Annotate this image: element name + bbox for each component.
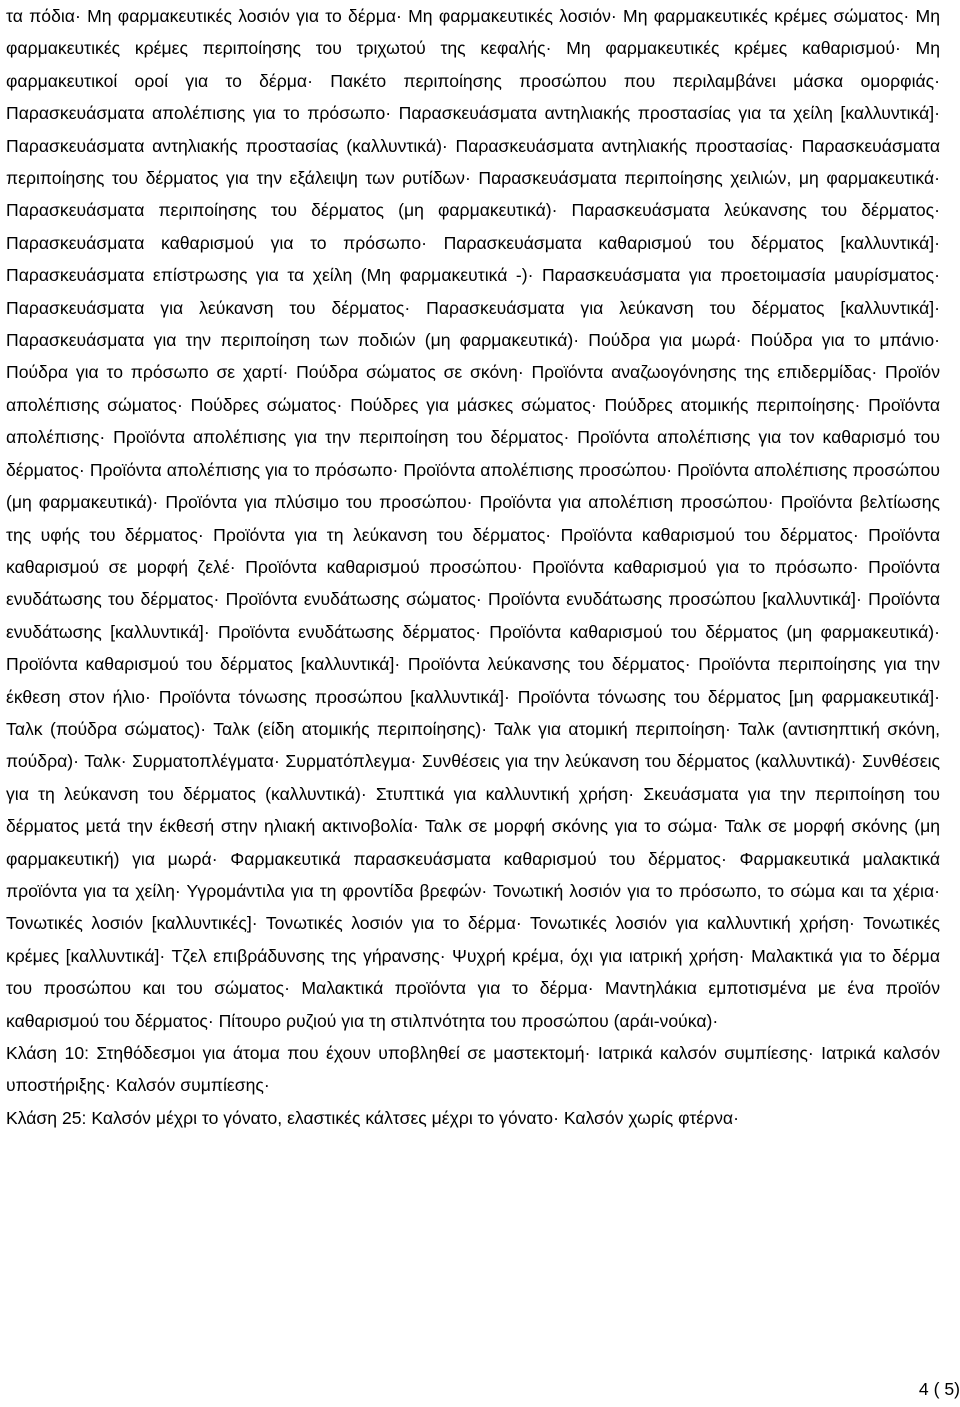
class-10-paragraph: Κλάση 10: Στηθόδεσμοι για άτομα που έχουν υποβληθεί σε μαστεκτομή· Ιατρικά καλσόν συμπίεσης· Ιατρικά καλσόν υποστήριξης· Καλσόν συμπίεσης· [6, 1043, 940, 1096]
class-25-paragraph: Κλάση 25: Καλσόν μέχρι το γόνατο, ελαστικές κάλτσες μέχρι το γόνατο· Καλσόν χωρίς φτέρνα· [6, 1107, 739, 1128]
goods-list-paragraph: τα πόδια· Μη φαρμακευτικές λοσιόν για το δέρμα· Μη φαρμακευτικές λοσιόν· Μη φαρμακευτικές κρέμες σώματος· Μη φαρμακευτικές κρέμες περιποίησης του τριχωτού της κεφαλής· Μη φαρμακευτικές κρέμες καθαρισμού· Μη φαρμακευτικοί οροί για το δέρμα· Πακέτο περιποίησης προσώπου που περιλαμβάνει μάσκα ομορφιάς· Παρασκευάσματα απολέπισης για το πρόσωπο· Παρασκευάσματα αντηλιακής προστασίας για τα χείλη [καλλυντικά]· Παρασκευάσματα αντηλιακής προστασίας (καλλυντικά)· Παρασκευάσματα αντηλιακής προστασίας· Παρασκευάσματα περιποίησης του δέρματος για την εξάλειψη των ρυτίδων· Παρασκευάσματα περιποίησης χειλιών, μη φαρμακευτικά· Παρασκευάσματα περιποίησης του δέρματος (μη φαρμακευτικά)· Παρασκευάσματα λεύκανσης του δέρματος· Παρασκευάσματα καθαρισμού για το πρόσωπο· Παρασκευάσματα καθαρισμού του δέρματος [καλλυντικά]· Παρασκευάσματα επίστρωσης για τα χείλη (Μη φαρμακευτικά -)· Παρασκευάσματα για προετοιμασία μαυρίσματος· Παρασκευάσματα για λεύκανση του δέρματος· Παρασκευάσματα για λεύκανση του δέρματος [καλλυντικά]· Παρασκευάσματα για την περιποίηση των ποδιών (μη φαρμακευτικά)· Πούδρα για μωρά· Πούδρα για το μπάνιο· Πούδρα για το πρόσωπο σε χαρτί· Πούδρα σώματος σε σκόνη· Προϊόντα αναζωογόνησης της επιδερμίδας· Προϊόν απολέπισης σώματος· Πούδρες σώματος· Πούδρες για μάσκες σώματος· Πούδρες ατομικής περιποίησης· Προϊόντα απολέπισης· Προϊόντα απολέπισης για την περιποίηση του δέρματος· Προϊόντα απολέπισης για τον καθαρισμό του δέρματος· Προϊόντα απολέπισης για το πρόσωπο· Προϊόντα απολέπισης προσώπου· Προϊόντα απολέπισης προσώπου (μη φαρμακευτικά)· Προϊόντα για πλύσιμο του προσώπου· Προϊόντα για απολέπιση προσώπου· Προϊόντα βελτίωσης της υφής του δέρματος· Προϊόντα για τη λεύκανση του δέρματος· Προϊόντα καθαρισμού του δέρματος· Προϊόντα καθαρισμού σε μορφή ζελέ· Προϊόντα καθαρισμού προσώπου· Προϊόντα καθαρισμού για το πρόσωπο· Προϊόντα ενυδάτωσης του δέρματος· Προϊόντα ενυδάτωσης σώματος· Προϊόντα ενυδάτωσης προσώπου [καλλυντικά]· Προϊόντα ενυδάτωσης [καλλυντικά]· Προϊόντα ενυδάτωσης δέρματος· Προϊόντα καθαρισμού του δέρματος (μη φαρμακευτικά)· Προϊόντα καθαρισμού του δέρματος [καλλυντικά]· Προϊόντα λεύκανσης του δέρματος· Προϊόντα περιποίησης για την έκθεση στον ήλιο· Προϊόντα τόνωσης προσώπου [καλλυντικά]· Προϊόντα τόνωσης του δέρματος [μη φαρμακευτικά]· Ταλκ (πούδρα σώματος)· Ταλκ (είδη ατομικής περιποίησης)· Ταλκ για ατομική περιποίηση· Ταλκ (αντισηπτική σκόνη, πούδρα)· Ταλκ· Συρματοπλέγματα· Συρματόπλεγμα· Συνθέσεις για την λεύκανση του δέρματος (καλλυντικά)· Συνθέσεις για τη λεύκανση του δέρματος (καλλυντικά)· Στυπτικά για καλλυντική χρήση· Σκευάσματα για την περιποίηση του δέρματος μετά την έκθεσή στην ηλιακή ακτινοβολία· Ταλκ σε μορφή σκόνης για το σώμα· Ταλκ σε μορφή σκόνης (μη φαρμακευτική) για μωρά· Φαρμακευτικά παρασκευάσματα καθαρισμού του δέρματος· Φαρμακευτικά μαλακτικά προϊόντα για τα χείλη· Υγρομάντιλα για τη φροντίδα βρεφών· Τονωτική λοσιόν για το πρόσωπο, το σώμα και τα χέρια· Τονωτικές λοσιόν [καλλυντικές]· Τονωτικές λοσιόν για το δέρμα· Τονωτικές λοσιόν για καλλυντική χρήση· Τονωτικές κρέμες [καλλυντικά]· Τζελ επιβράδυνσης της γήρανσης· Ψυχρή κρέμα, όχι για ιατρική χρήση· Μαλακτικά για το δέρμα του προσώπου και του σώματος· Μαλακτικά προϊόντα για το δέρμα· Μαντηλάκια εμποτισμένα με ένα προϊόν καθαρισμού του δέρματος· Πίτουρο ρυζιού για τη στιλπνότητα του προσώπου (αράι-νούκα)· [6, 6, 940, 1031]
page-footer [0, 1378, 960, 1400]
document-page [6, 0, 940, 1134]
page-number: 4 ( 5) [918, 1379, 960, 1399]
